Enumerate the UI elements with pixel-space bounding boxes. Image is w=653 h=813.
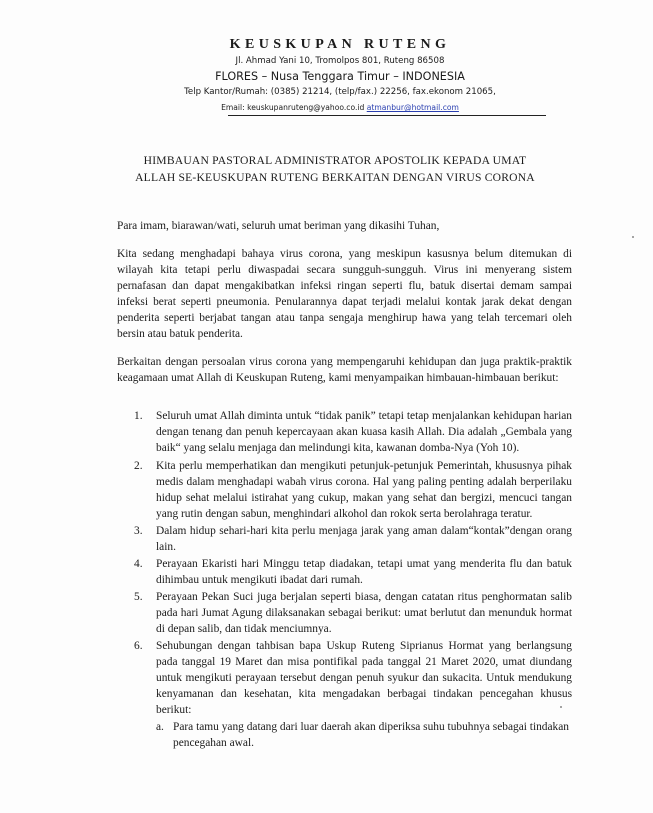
email-link[interactable]: atmanbur@hotmail.com <box>366 103 459 112</box>
list-item-number: 4. <box>134 558 143 570</box>
list-item-text: Kita perlu memperhatikan dan mengikuti petunjuk-petunjuk Pemerintah, khususnya pihak medis dalam menghadapi wabah virus corona. Hal yang paling penting adalah berperilaku hidup sehat melalui istirahat yang cukup, makan yang sehat dan bergizi, mencuci tangan yang rutin dengan sabun, menghindari alkohol dan rokok serta berolahraga teratur. <box>156 460 572 520</box>
document-title <box>100 152 570 186</box>
list-item-number: 5. <box>134 591 143 603</box>
list-item <box>117 523 572 555</box>
list-item-text: Sehubungan dengan tahbisan bapa Uskup Ruteng Siprianus Hormat yang berlangsung pada tanggal 19 Maret dan misa pontifikal pada tanggal 21 Maret 2020, umat diundang untuk mengikuti perayaan tersebut dengan penuh syukur dan sukacita. Untuk mendukung kenyamanan dan kesehatan, kita mengadakan berbagai tindakan pencegahan khusus berikut: <box>156 640 572 716</box>
list-item <box>117 556 572 588</box>
list-item-text: Seluruh umat Allah diminta untuk “tidak panik” tetapi tetap menjalankan kehidupan harian dengan tenang dan penuh kepercayaan akan kuasa kasih Allah. Dia adalah „Gembala yang baik“ yang selalu menjaga dan melindungi kita, kawanan domba-Nya (Yoh 10). <box>156 410 572 454</box>
letterhead-divider <box>228 115 546 116</box>
list-item-number: 2. <box>134 460 143 472</box>
letterhead-region: FLORES – Nusa Tenggara Timur – INDONESIA <box>215 70 465 83</box>
list-item-text: Dalam hidup sehari-hari kita perlu menjaga jarak yang aman dalam“kontak”dengan orang lain. <box>156 525 572 553</box>
scan-speck <box>632 236 634 238</box>
list-item <box>117 589 572 637</box>
sub-list-item-text: Para tamu yang datang dari luar daerah akan diperiksa suhu tubuhnya sebagai tindakan pencegahan awal. <box>173 721 570 749</box>
title-line-2: ALLAH SE-KEUSKUPAN RUTENG BERKAITAN DENGAN VIRUS CORONA <box>135 171 535 184</box>
list-item-number: 3. <box>134 525 143 537</box>
paragraph-1: Kita sedang menghadapi bahaya virus corona, yang meskipun kasusnya belum ditemukan di wilayah kita tetapi perlu diwaspadai secara sungguh-sungguh. Virus ini menyerang sistem pernafasan dan dapat mengakibatkan infeksi ringan seperti flu, batuk disertai demam sampai infeksi berat seperti pneumonia. Penularannya dapat terjadi melalui kontak jarak dekat dengan penderita seperti berjabat tangan atau tanpa sengaja menghirup hawa yang telah tercemari oleh bersin atau batuk penderita. <box>117 248 572 340</box>
letterhead <box>150 36 530 113</box>
letterhead-address: Jl. Ahmad Yani 10, Tromolpos 801, Ruteng 86508 <box>235 56 445 66</box>
list-item-number: 1. <box>134 410 143 422</box>
letterhead-email <box>150 103 530 113</box>
scan-speck <box>560 706 562 708</box>
list-item-text: Perayaan Ekaristi hari Minggu tetap diadakan, tetapi umat yang menderita flu dan batuk dihimbau untuk mengikuti ibadat dari rumah. <box>156 558 572 586</box>
organization-name: KEUSKUPAN RUTENG <box>229 37 451 52</box>
letterhead-phone: Telp Kantor/Rumah: (0385) 21214, (telp/fax.) 22256, fax.ekonom 21065, <box>184 87 496 97</box>
sub-list-item-letter: a. <box>156 721 164 733</box>
email-label: Email: keuskupanruteng@yahoo.co.id <box>221 103 365 112</box>
paragraph-2: Berkaitan dengan persoalan virus corona yang mempengaruhi kehidupan dan juga praktik-praktik keagamaan umat Allah di Keuskupan Ruteng, kami menyampaikan himbauan-himbauan berikut: <box>117 356 572 384</box>
list-item <box>117 458 572 522</box>
list-item <box>117 408 572 456</box>
appeal-list <box>117 408 572 752</box>
sub-list-item <box>156 719 572 751</box>
list-item <box>117 638 572 751</box>
title-line-1: HIMBAUAN PASTORAL ADMINISTRATOR APOSTOLIK KEPADA UMAT <box>143 154 527 167</box>
greeting: Para imam, biarawan/wati, seluruh umat beriman yang dikasihi Tuhan, <box>117 220 440 232</box>
list-item-number: 6. <box>134 640 143 652</box>
list-item-text: Perayaan Pekan Suci juga berjalan seperti biasa, dengan catatan ritus penghormatan salib pada hari Jumat Agung dilaksanakan sebagai berikut: umat berlutut dan menunduk hormat di depan salib, dan tidak menciumnya. <box>156 591 572 635</box>
